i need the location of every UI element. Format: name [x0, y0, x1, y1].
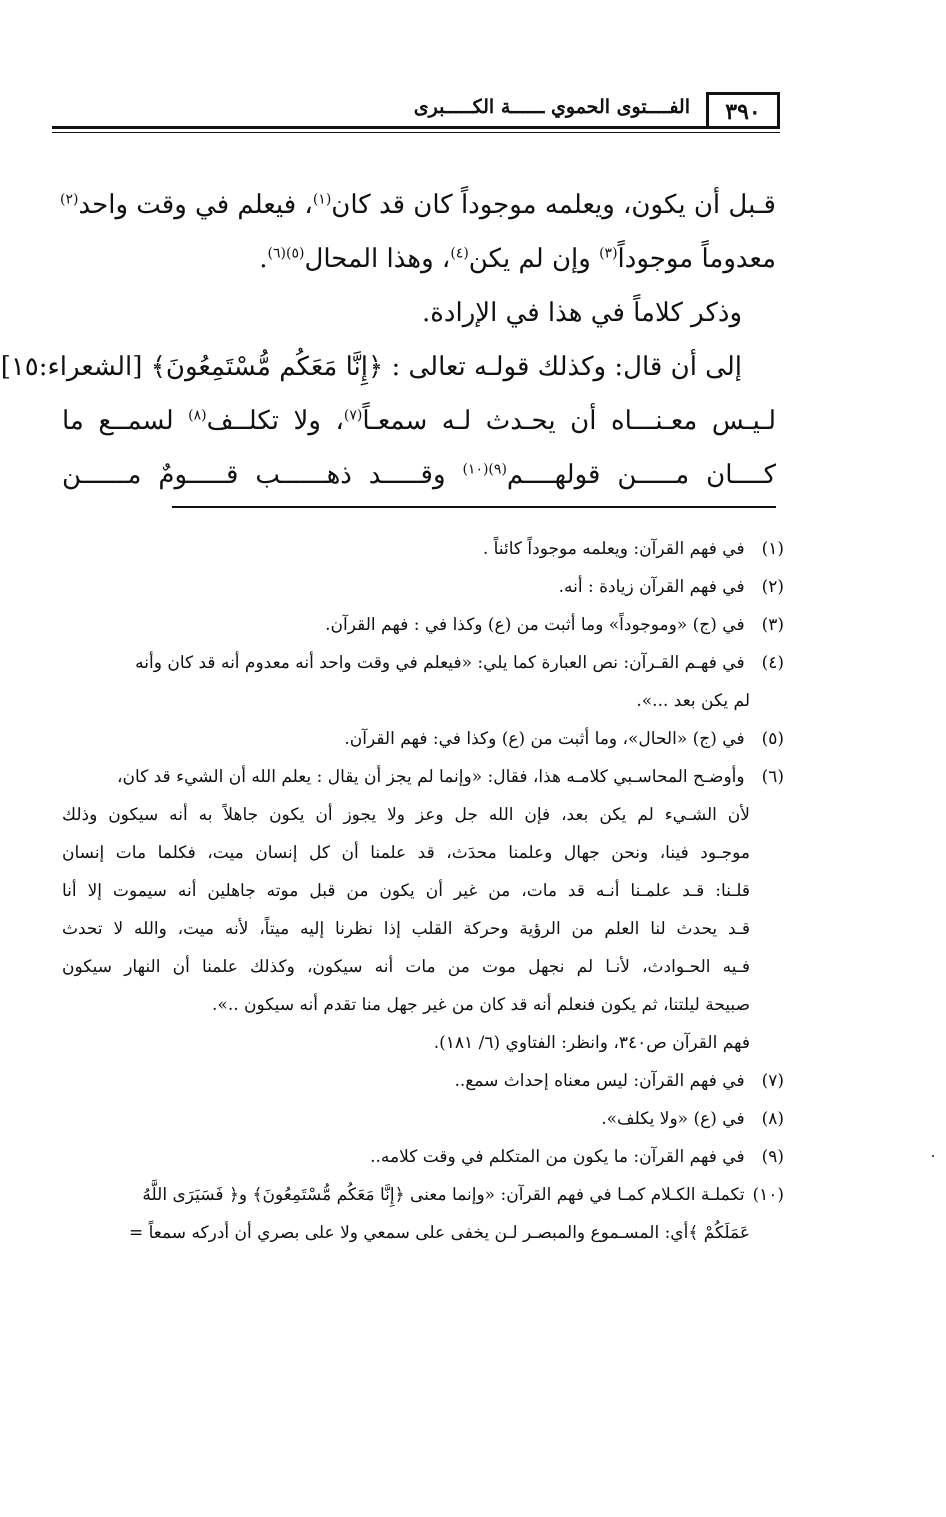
- footnote: [62, 1062, 784, 1100]
- main-line: [62, 178, 776, 232]
- margin-speck: [932, 1155, 934, 1157]
- footnote-continuation: لأن الشـيء لم يكن بعد، فإن الله جل وعز ولا يجوز أن يكون جاهلاً به أنه سيكون وذلك: [62, 805, 750, 825]
- main-line: [62, 232, 776, 286]
- header-rule: [52, 126, 780, 129]
- main-text-segment: وإن لم يكن: [468, 244, 600, 274]
- footnote-number: (٤): [761, 653, 784, 673]
- main-text-segment: معدوماً موجوداً: [617, 244, 776, 274]
- footnote-number: (٦): [761, 767, 784, 787]
- footnote-separator: [172, 506, 776, 508]
- footnote-ref[interactable]: (١): [312, 191, 332, 208]
- footnote-text: في (ج) «الحال»، وما أثبت من (ع) وكذا في: فهم القرآن.: [344, 729, 745, 749]
- footnote-text: في فهم القرآن زيادة : أنه.: [558, 577, 745, 597]
- main-text-segment: ، وهذا المحال: [304, 244, 451, 274]
- page-number: ٣٩٠: [706, 92, 780, 128]
- main-text-segment: لـيـس معـنـــاه أن يحـدث لـه سمعـاً: [362, 406, 776, 436]
- footnote-continuation: قـد يحدث لنا العلم من الرؤية وحركة القلب إذا نظرنا إليه ميتاً، لأنه ميت، والله لا تحدث: [62, 919, 750, 939]
- footnote: [62, 644, 784, 682]
- footnote-number: (٧): [761, 1071, 784, 1091]
- footnote: [62, 758, 784, 796]
- main-line: [62, 394, 776, 448]
- main-text-segment: لسمــع ما: [62, 406, 189, 436]
- footnote-text: في فهم القرآن: ويعلمه موجوداً كائناً .: [482, 539, 745, 559]
- footnote-continuation: موجـود فينا، ونحن جهال وعلمنا محدَث، قد علمنا أن كل إنسان ميت، فكلما مات إنسان: [62, 843, 750, 863]
- running-title: الفــــتوى الحموي ــــــة الكـــــبرى: [413, 96, 690, 118]
- main-line: [62, 448, 776, 502]
- footnote-ref[interactable]: (٩)(١٠): [462, 461, 507, 478]
- footnote-ref[interactable]: (٢): [60, 191, 79, 208]
- footnote-source: فهم القرآن ص٣٤٠، وانظر: الفتاوي (٦/ ١٨١).: [433, 1033, 750, 1053]
- footnote-continuation: قلـنا: قـد علمـنا أنـه قد مات، من غير أن يكون من قبل موته جاهلين أنه سيموت إلا أنا: [62, 881, 750, 901]
- footnote-text: وأوضـح المحاسـبي كلامـه هذا، فقال: «وإنما لم يجز أن يقال : يعلم الله أن الشيء قد كان،: [116, 767, 745, 787]
- footnote-text: في (ج) «وموجوداً» وما أثبت من (ع) وكذا في : فهم القرآن.: [325, 615, 745, 635]
- main-text-segment: قـبل أن يكون، ويعلمه موجوداً كان قد كان: [331, 190, 776, 220]
- main-text-segment: ، فيعلم في وقت واحد: [78, 190, 313, 220]
- footnote-ref[interactable]: (٣): [599, 245, 618, 262]
- header-rule-thin: [52, 132, 780, 133]
- page-header: [52, 92, 780, 134]
- footnote-continuation: عَمَلَكُمْ ﴾أي: المسـموع والمبصـر لـن يخفى على سمعي ولا على بصري أن أدركه سمعاً =: [128, 1223, 750, 1243]
- footnote: [62, 530, 784, 568]
- footnote: [62, 1138, 784, 1176]
- footnote-continuation: لم يكن بعد ...».: [636, 691, 750, 711]
- main-text-segment: وقـــــد ذهــــــب قـــــومٌ مــــــن: [62, 460, 463, 490]
- footnote-number: (٨): [761, 1109, 784, 1129]
- footnote-continuation: فـيه الحـوادث، لأنـا لم نجهل موت من مات أنه سيكون، وكذلك علمنا أن النهار سيكون: [62, 957, 750, 977]
- main-text-segment: .: [259, 244, 268, 274]
- footnote-number: (٢): [761, 577, 784, 597]
- footnote-ref[interactable]: (٧): [343, 407, 363, 424]
- main-line: [0, 340, 776, 394]
- main-line: [62, 286, 776, 340]
- main-text-segment: ، ولا تكلــف: [206, 406, 344, 436]
- footnote-number: (١): [761, 539, 784, 559]
- footnote-continuation: صبيحة ليلتنا، ثم يكون فنعلم أنه قد كان من غير جهل منا تقدم أنه سيكون ..».: [212, 995, 750, 1015]
- main-text-segment: إلى أن قال: وكذلك قولـه تعالى : ﴿إِنَّا مَعَكُم مُّسْتَمِعُونَ﴾ [الشعراء:١٥]: [0, 352, 742, 382]
- main-text-segment: وذكر كلاماً في هذا في الإرادة.: [422, 298, 742, 328]
- footnote-text: في فهـم القـرآن: نص العبارة كما يلي: «فيعلم في وقت واحد أنه معدوم أنه قد كان وأنه: [135, 653, 745, 673]
- footnotes: [62, 530, 784, 1252]
- main-text-segment: كــــان مـــــن قولهــــم: [506, 460, 776, 490]
- footnote: [62, 606, 784, 644]
- footnote-ref[interactable]: (٤): [450, 245, 469, 262]
- footnote-number: (٣): [761, 615, 784, 635]
- footnote-text: في فهم القرآن: ليس معناه إحداث سمع..: [454, 1071, 745, 1091]
- footnote: [62, 1176, 784, 1214]
- footnote: [62, 720, 784, 758]
- footnote-number: (٥): [761, 729, 784, 749]
- main-text: [0, 178, 776, 502]
- footnote-ref[interactable]: (٨): [188, 407, 207, 424]
- footnote-text: في فهم القرآن: ما يكون من المتكلم في وقت كلامه..: [370, 1147, 745, 1167]
- footnote-ref[interactable]: (٥)(٦): [267, 245, 305, 262]
- footnote: [62, 1100, 784, 1138]
- footnote-number: (٩): [761, 1147, 784, 1167]
- footnote-text: تكملـة الكـلام كمـا في فهم القرآن: «وإنما معنى ﴿إِنَّا مَعَكُم مُّسْتَمِعُونَ﴾ و﴿ فَسَيَرَى اللَّهُ: [142, 1185, 745, 1205]
- footnote: [62, 568, 784, 606]
- footnote-number: (١٠): [752, 1185, 784, 1205]
- footnote-text: في (ع) «ولا يكلف».: [601, 1109, 745, 1129]
